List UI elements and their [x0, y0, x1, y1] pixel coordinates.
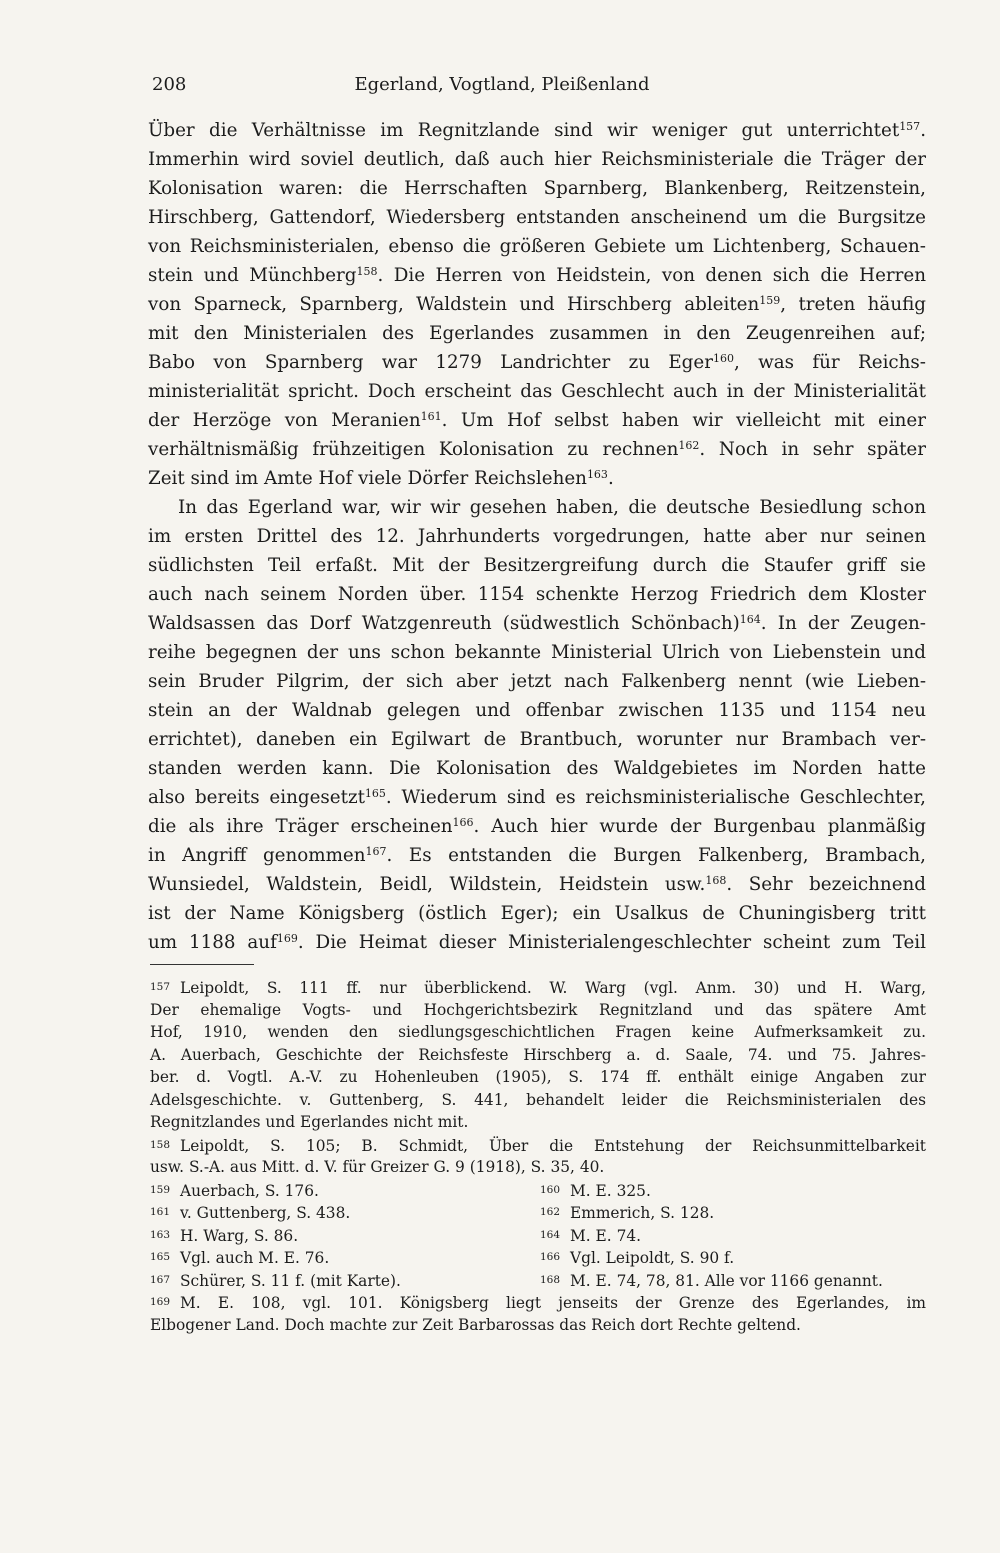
text-line: stein und Münchberg$^{158}$. Die Herren von Heidstein, von denen sich die Herren: [148, 265, 926, 286]
footnote-line: A. Auerbach, Geschichte der Reichsfeste Hirschberg a. d. Saale, 74. und 75. Jahres-: [150, 1045, 926, 1064]
text-line: Hirschberg, Gattendorf, Wiedersberg entstanden anscheinend um die Burgsitze: [148, 207, 926, 228]
running-title: Egerland, Vogtland, Pleißenland: [354, 74, 650, 95]
text-line: um 1188 auf$^{169}$. Die Heimat dieser Ministerialengeschlechter scheint zum Teil: [148, 932, 926, 953]
footnote-line: 158 Leipoldt, S. 105; B. Schmidt, Über die Entstehung der Reichsunmittelbarkeit: [150, 1134, 926, 1157]
text-line: von Reichsministerialen, ebenso die größeren Gebiete um Lichtenberg, Schauen-: [148, 236, 926, 257]
text-line: also bereits eingesetzt$^{165}$. Wiederum sind es reichsministerialische Geschlechter,: [148, 787, 926, 808]
footnote-pair-row: [150, 1224, 926, 1247]
footnotes: [150, 976, 926, 1336]
text-line: sein Bruder Pilgrim, der sich aber jetzt nach Falkenberg nennt (wie Lieben-: [148, 671, 926, 692]
text-line: die als ihre Träger erscheinen$^{166}$. Auch hier wurde der Burgenbau planmäßig: [148, 816, 926, 837]
main-text: [148, 116, 926, 957]
footnote-number: 164: [540, 1228, 561, 1241]
footnote-entry: 165 Vgl. auch M. E. 76.: [150, 1246, 540, 1269]
text-line: im ersten Drittel des 12. Jahrhunderts vorgedrungen, hatte aber nur seinen: [148, 526, 926, 547]
footnote-pair-row: [150, 1201, 926, 1224]
footnote-pair-row: [150, 1246, 926, 1269]
text-line: standen werden kann. Die Kolonisation des Waldgebietes im Norden hatte: [148, 758, 926, 779]
footnote-entry: 160 M. E. 325.: [540, 1179, 926, 1202]
footnote-entry: 162 Emmerich, S. 128.: [540, 1201, 926, 1224]
footnote-number: 160: [540, 1183, 561, 1196]
footnote-entry: 159 Auerbach, S. 176.: [150, 1179, 540, 1202]
footnote-number: 163: [150, 1228, 171, 1241]
footnote-line: Der ehemalige Vogts- und Hochgerichtsbezirk Regnitzland und das spätere Amt: [150, 1000, 926, 1019]
text-line: ministerialität spricht. Doch erscheint das Geschlecht auch in der Ministerialität: [148, 381, 926, 402]
footnote-ref: 163: [586, 468, 608, 481]
footnote-divider: [150, 964, 254, 965]
text-line: Zeit sind im Amte Hof viele Dörfer Reichslehen$^{163}$.: [148, 468, 614, 489]
footnote-ref: 167: [365, 845, 387, 858]
footnote-line: Regnitzlandes und Egerlandes nicht mit.: [150, 1113, 469, 1131]
footnote-entry: 168 M. E. 74, 78, 81. Alle vor 1166 genannt.: [540, 1269, 926, 1292]
footnote-ref: 159: [759, 294, 781, 307]
footnote-ref: 166: [452, 816, 474, 829]
text-line: ist der Name Königsberg (östlich Eger); ein Usalkus de Chuningisberg tritt: [148, 903, 926, 924]
text-line: Babo von Sparnberg war 1279 Landrichter zu Eger$^{160}$, was für Reichs-: [148, 352, 926, 373]
footnote-number: 167: [150, 1273, 171, 1286]
text-line: In das Egerland war, wir wir gesehen haben, die deutsche Besiedlung schon: [178, 497, 926, 518]
footnote-line: Hof, 1910, wenden den siedlungsgeschichtlichen Fragen keine Aufmerksamkeit zu.: [150, 1023, 926, 1041]
text-line: Waldsassen das Dorf Watzgenreuth (südwestlich Schönbach)$^{164}$. In der Zeugen-: [148, 613, 926, 634]
footnote-number: 169: [150, 1296, 171, 1308]
text-line: verhältnismäßig frühzeitigen Kolonisation zu rechnen$^{162}$. Noch in sehr später: [148, 439, 926, 460]
footnote-pair-row: [150, 1269, 926, 1292]
footnote-entry: 167 Schürer, S. 11 f. (mit Karte).: [150, 1269, 540, 1292]
footnote-line: ber. d. Vogtl. A.-V. zu Hohenleuben (1905), S. 174 ff. enthält einige Angaben zur: [150, 1068, 926, 1086]
footnote-ref: 160: [712, 352, 734, 365]
footnote-ref: 168: [705, 874, 727, 887]
text-line: reihe begegnen der uns schon bekannte Ministerial Ulrich von Liebenstein und: [148, 642, 926, 663]
footnote-number: 165: [150, 1251, 171, 1263]
footnote-line: Elbogener Land. Doch machte zur Zeit Barbarossas das Reich dort Rechte geltend.: [150, 1315, 801, 1334]
footnote-ref: 169: [276, 932, 298, 945]
footnote-number: 162: [540, 1206, 561, 1218]
page-number: 208: [152, 74, 187, 95]
text-line: mit den Ministerialen des Egerlandes zusammen in den Zeugenreihen auf;: [148, 323, 926, 344]
footnote-ref: 164: [739, 613, 761, 626]
footnote-ref: 157: [899, 120, 921, 133]
text-line: Immerhin wird soviel deutlich, daß auch hier Reichsministeriale die Träger der: [148, 149, 926, 170]
footnote-number: 159: [150, 1183, 171, 1196]
footnote-number: 158: [150, 1138, 171, 1151]
text-line: südlichsten Teil erfaßt. Mit der Besitzergreifung durch die Staufer griff sie: [148, 555, 926, 576]
text-line: errichtet), daneben ein Egilwart de Brantbuch, worunter nur Brambach ver-: [148, 729, 926, 750]
footnote-entry: 163 H. Warg, S. 86.: [150, 1224, 540, 1247]
footnote-number: 168: [540, 1273, 561, 1286]
text-line: Wunsiedel, Waldstein, Beidl, Wildstein, Heidstein usw.$^{168}$. Sehr bezeichnend: [148, 874, 926, 895]
text-line: von Sparneck, Sparnberg, Waldstein und Hirschberg ableiten$^{159}$, treten häufig: [148, 294, 926, 315]
text-line: der Herzöge von Meranien$^{161}$. Um Hof selbst haben wir vielleicht mit einer: [148, 410, 926, 431]
footnote-pair-row: [150, 1179, 926, 1202]
text-line: Über die Verhältnisse im Regnitzlande sind wir weniger gut unterrichtet$^{157}$.: [148, 120, 926, 141]
footnote-entry: 164 M. E. 74.: [540, 1224, 926, 1247]
footnote-number: 161: [150, 1206, 171, 1218]
footnote-line: usw. S.-A. aus Mitt. d. V. für Greizer G. 9 (1918), S. 35, 40.: [150, 1158, 605, 1176]
footnote-ref: 162: [678, 439, 700, 452]
text-line: auch nach seinem Norden über. 1154 schenkte Herzog Friedrich dem Kloster: [148, 584, 926, 605]
footnote-entry: 161 v. Guttenberg, S. 438.: [150, 1201, 540, 1224]
footnote-ref: 158: [356, 265, 378, 278]
footnote-line: Adelsgeschichte. v. Guttenberg, S. 441, behandelt leider die Reichsministerialen des: [150, 1090, 926, 1109]
footnote-number: 157: [150, 981, 171, 993]
text-line: in Angriff genommen$^{167}$. Es entstanden die Burgen Falkenberg, Brambach,: [148, 845, 926, 866]
footnote-ref: 161: [420, 410, 442, 423]
footnote-line: 169 M. E. 108, vgl. 101. Königsberg liegt jenseits der Grenze des Egerlandes, im: [150, 1291, 926, 1314]
text-line: Kolonisation waren: die Herrschaften Sparnberg, Blankenberg, Reitzenstein,: [148, 178, 926, 199]
footnote-entry: 166 Vgl. Leipoldt, S. 90 f.: [540, 1246, 926, 1269]
footnote-line: 157 Leipoldt, S. 111 ff. nur überblickend. W. Warg (vgl. Anm. 30) und H. Warg,: [150, 976, 926, 999]
footnote-number: 166: [540, 1251, 561, 1263]
footnote-ref: 165: [364, 787, 386, 800]
text-line: stein an der Waldnab gelegen und offenbar zwischen 1135 und 1154 neu: [148, 700, 926, 721]
page-header: [152, 74, 852, 102]
